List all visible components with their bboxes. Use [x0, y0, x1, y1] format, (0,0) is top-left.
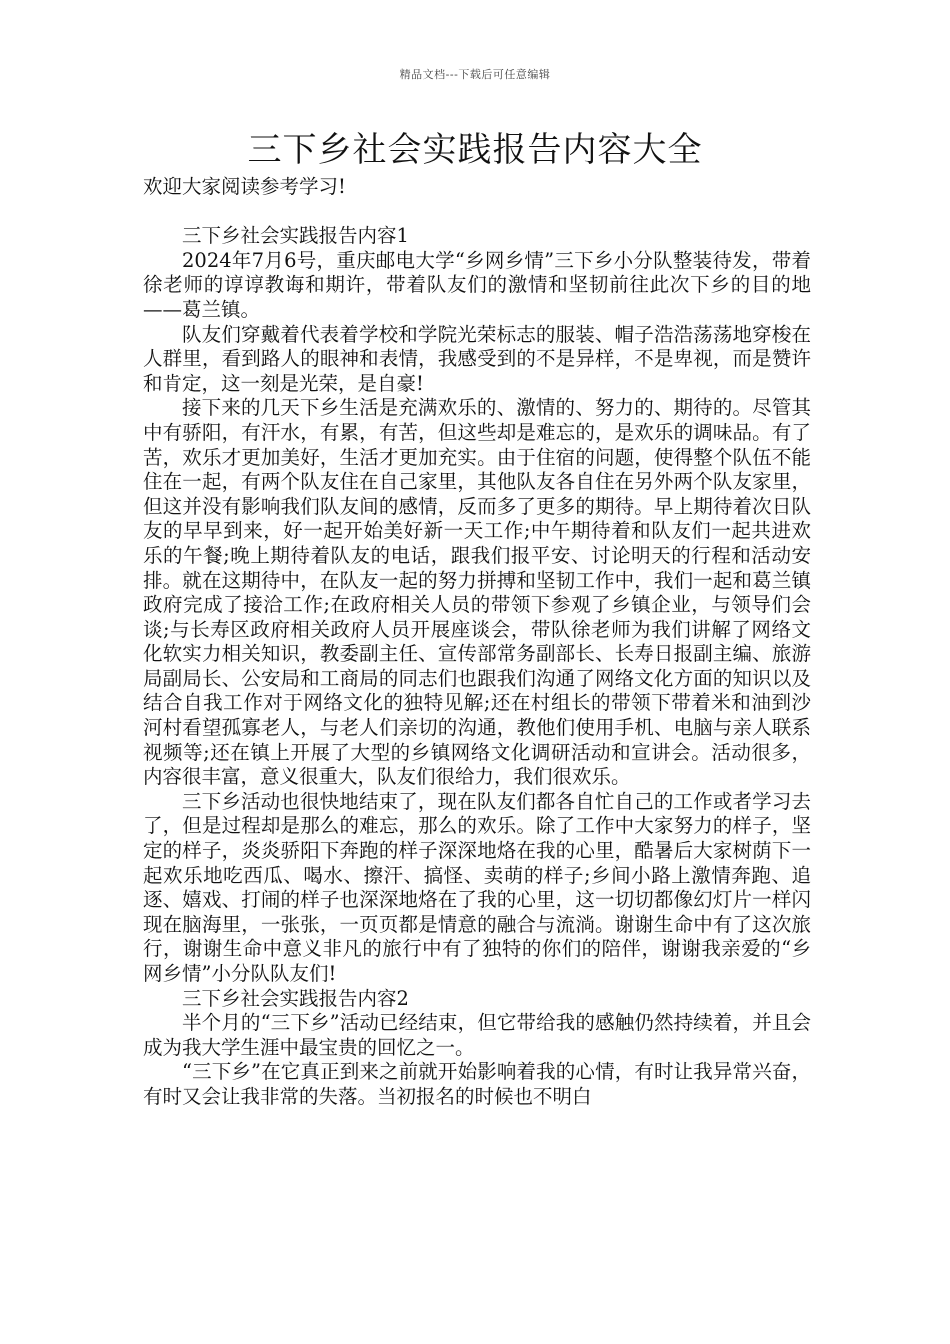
paragraph: 2024年7月6号，重庆邮电大学“乡网乡情”三下乡小分队整装待发，带着徐老师的谆谆教诲和期许，带着队友们的激情和坚韧前往此次下乡的目的地——葛兰镇。: [143, 248, 811, 321]
paragraph: 接下来的几天下乡生活是充满欢乐的、激情的、努力的、期待的。尽管其中有骄阳，有汗水，有累，有苦，但这些却是难忘的，是欢乐的调味品。有了苦，欢乐才更加美好，生活才更加充实。由于住宿的问题，使得整个队伍不能住在一起，有两个队友住在自己家里，其他队友各自住在另外两个队友家里，但这并没有影响我们队友间的感情，反而多了更多的期待。早上期待着次日队友的早早到来，好一起开始美好新一天工作;中午期待着和队友们一起共进欢乐的午餐;晚上期待着队友的电话，跟我们报平安、讨论明天的行程和活动安排。就在这期待中，在队友一起的努力拼搏和坚韧工作中，我们一起和葛兰镇政府完成了接洽工作;在政府相关人员的带领下参观了乡镇企业，与领导们会谈;与长寿区政府相关政府人员开展座谈会，带队徐老师为我们讲解了网络文化软实力相关知识，教委副主任、宣传部常务副部长、长寿日报副主编、旅游局副局长、公安局和工商局的同志们也跟我们沟通了网络文化方面的知识以及结合自我工作对于网络文化的独特见解;还在村组长的带领下带着米和油到沙河村看望孤寡老人，与老人们亲切的沟通，教他们使用手机、电脑与亲人联系视频等;还在镇上开展了大型的乡镇网络文化调研活动和宣讲会。活动很多，内容很丰富，意义很重大，队友们很给力，我们很欢乐。: [143, 396, 811, 789]
section-heading: 三下乡社会实践报告内容1: [182, 224, 409, 248]
section-heading: 三下乡社会实践报告内容2: [182, 986, 409, 1010]
intro-line: 欢迎大家阅读参考学习!: [143, 175, 346, 198]
page-header-note: 精品文档---下载后可任意编辑: [399, 68, 551, 81]
paragraph: 队友们穿戴着代表着学校和学院光荣标志的服装、帽子浩浩荡荡地穿梭在人群里，看到路人的眼神和表情，我感受到的不是异样，不是卑视，而是赞许和肯定，这一刻是光荣，是自豪!: [143, 322, 811, 395]
paragraph: 三下乡活动也很快地结束了，现在队友们都各自忙自己的工作或者学习去了，但是过程却是那么的难忘，那么的欢乐。除了工作中大家努力的样子，坚定的样子，炎炎骄阳下奔跑的样子深深地烙在我的心里，酷暑后大家树荫下一起欢乐地吃西瓜、喝水、擦汗、搞怪、卖萌的样子;乡间小路上激情奔跑、追逐、嬉戏、打闹的样子也深深地烙在了我的心里，这一切切都像幻灯片一样闪现在脑海里，一张张，一页页都是情意的融合与流淌。谢谢生命中有了这次旅行，谢谢生命中意义非凡的旅行中有了独特的你们的陪伴，谢谢我亲爱的“乡网乡情”小分队队友们!: [143, 789, 811, 985]
paragraph: 半个月的“三下乡”活动已经结束，但它带给我的感触仍然持续着，并且会成为我大学生涯中最宝贵的回忆之一。: [143, 1011, 811, 1059]
document-title: 三下乡社会实践报告内容大全: [247, 130, 703, 170]
document-body: [143, 175, 811, 1110]
paragraph: “三下乡”在它真正到来之前就开始影响着我的心情，有时让我异常兴奋，有时又会让我非常的失落。当初报名的时候也不明白: [143, 1060, 811, 1108]
